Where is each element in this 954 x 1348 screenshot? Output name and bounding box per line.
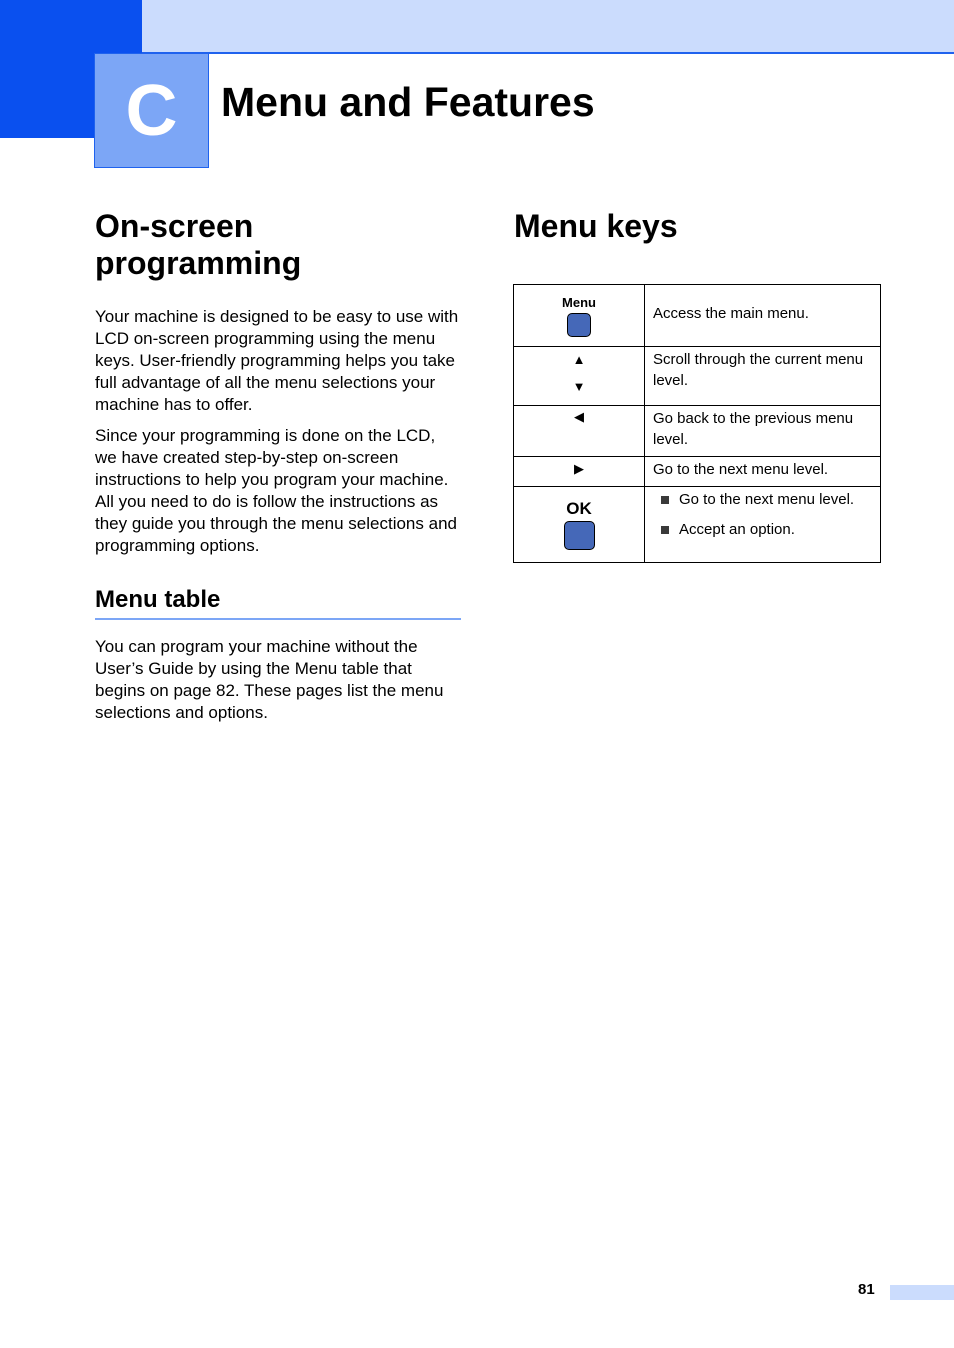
page-number: 81 (858, 1281, 875, 1298)
description-cell (645, 285, 881, 347)
subsection-title-menu-table: Menu table (95, 586, 461, 620)
table-row (514, 487, 881, 563)
description-text: Go back to the previous menu level. (653, 410, 854, 448)
list-item (653, 519, 874, 540)
table-row (514, 285, 881, 347)
bullet-text: Accept an option. (679, 521, 795, 538)
key-cell (514, 406, 645, 457)
menu-keys-table (513, 284, 881, 563)
table-row (514, 347, 881, 406)
ok-button-icon (564, 521, 595, 550)
description-text: Go to the next menu level. (653, 461, 829, 478)
header-light-band (142, 0, 954, 54)
section-title-onscreen: On-screen programming (95, 208, 302, 281)
chapter-title: Menu and Features (221, 79, 595, 125)
down-arrow-icon: ▼ (572, 379, 586, 394)
menu-table-paragraph: You can program your machine without the User’s Guide by using the Menu table that begins on page 82. These pages list the menu selections and options. (95, 637, 444, 722)
key-cell (514, 285, 645, 347)
key-cell (514, 347, 645, 406)
key-cell (514, 457, 645, 487)
intro-paragraph: Your machine is designed to be easy to use with LCD on-screen programming using the menu keys. User-friendly programming helps you take full advantage of all the menu selections your machine has to offer. (95, 307, 459, 414)
key-cell (514, 487, 645, 563)
description-text: Scroll through the current menu level. (653, 351, 864, 389)
lcd-paragraph: Since your programming is done on the LCD, we have created step-by-step on-screen instructions to help you program your machine. All you need to do is follow the instructions as they guide you through the menu selections and programming options. (95, 426, 457, 555)
description-cell (645, 457, 881, 487)
ok-key-label: OK (566, 499, 592, 518)
page-number-tab (890, 1285, 954, 1300)
menu-button-icon (567, 313, 591, 337)
description-text: Access the main menu. (653, 305, 809, 322)
list-item (653, 489, 874, 510)
square-bullet-icon (661, 526, 669, 534)
up-arrow-icon: ▲ (572, 352, 586, 367)
section-title-menu-keys: Menu keys (514, 208, 678, 244)
square-bullet-icon (661, 496, 669, 504)
menu-key-label: Menu (562, 295, 596, 310)
left-arrow-icon: ◀ (574, 409, 584, 424)
chapter-letter: C (125, 70, 178, 151)
description-cell (645, 487, 881, 563)
description-cell (645, 406, 881, 457)
chapter-letter-box (94, 53, 209, 168)
bullet-text: Go to the next menu level. (679, 491, 855, 508)
right-arrow-icon: ▶ (574, 461, 584, 476)
table-row (514, 406, 881, 457)
ok-bullet-list (653, 489, 874, 540)
description-cell (645, 347, 881, 406)
table-row (514, 457, 881, 487)
left-column (95, 208, 461, 724)
